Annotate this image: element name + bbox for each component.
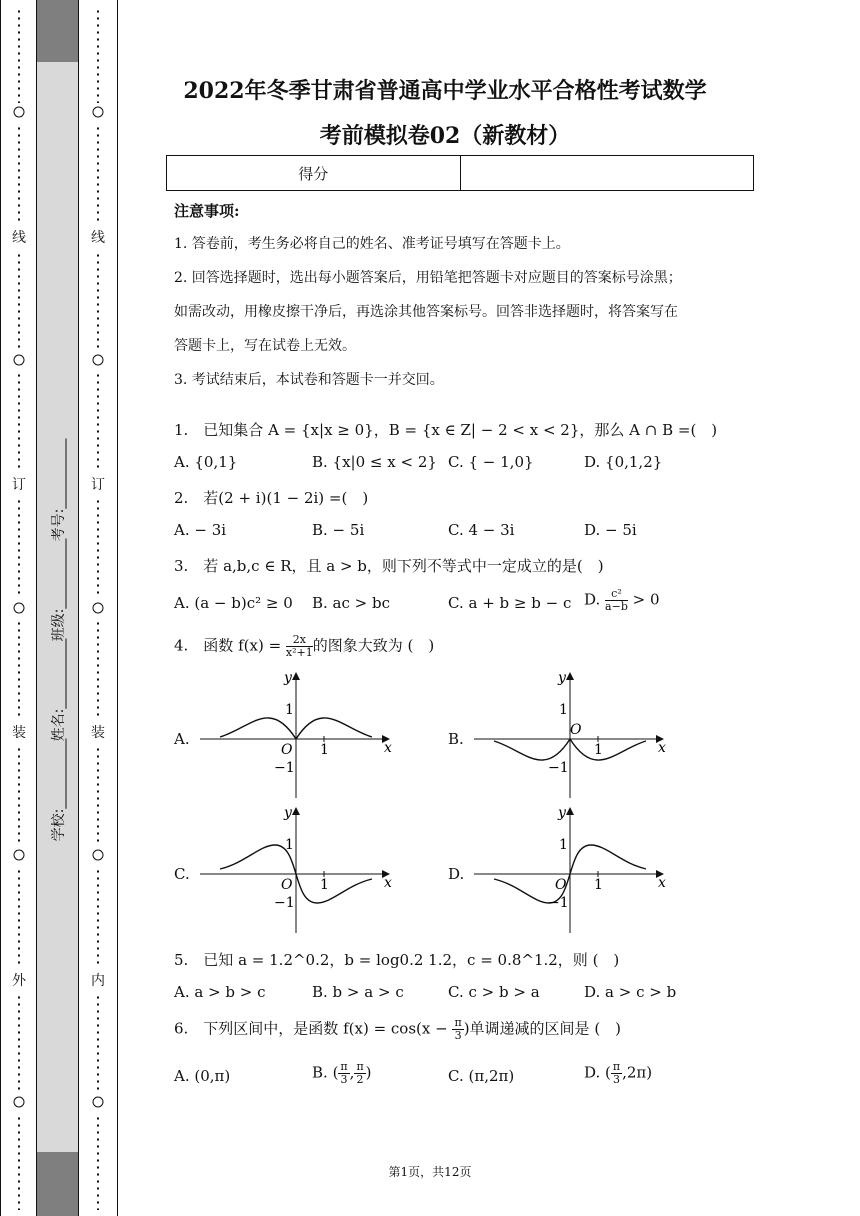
binding-circle: [14, 850, 25, 861]
binding-inner-column: [78, 0, 118, 1216]
binding-label-inside: 内: [91, 973, 105, 989]
score-table: [166, 155, 754, 191]
q5-option-c[interactable]: C. c > b > a: [448, 983, 540, 1001]
q4-option-b[interactable]: B.: [448, 730, 464, 748]
x-axis-label: x: [658, 740, 666, 756]
binding-label-install: 装: [12, 725, 26, 741]
dotted-line: [97, 8, 99, 103]
dotted-line: [97, 994, 99, 1092]
notice-item: 2. 回答选择题时，选出每小题答案后，用铅笔把答题卡对应题目的答案标号涂黑；: [174, 270, 682, 286]
x-tick-label: 1: [594, 742, 603, 758]
q3-option-c[interactable]: C. a + b ≥ b − c: [448, 594, 572, 612]
q3-option-d[interactable]: [584, 588, 660, 613]
notice-item: 3. 考试结束后，本试卷和答题卡一并交回。: [174, 372, 444, 388]
q6-option-c[interactable]: C. (π,2π): [448, 1067, 515, 1085]
school-field: 学校:__________: [51, 738, 67, 842]
y-tick-label: 1: [559, 702, 568, 718]
q2-option-b[interactable]: B. − 5i: [312, 521, 365, 539]
y-tick-label: −1: [548, 760, 569, 776]
binding-label-line: 线: [91, 230, 105, 246]
question-3-stem: 3. 若 a,b,c ∈ R，且 a > b，则下列不等式中一定成立的是( ): [174, 557, 604, 575]
dotted-line: [18, 252, 20, 350]
q2-option-d[interactable]: D. − 5i: [584, 521, 637, 539]
question-4-stem: 4. 函数 f(x) = $\frac{2x}{\text{x²+1}}$ 的图象大致为 ( ): [174, 633, 435, 659]
origin-label: O: [281, 877, 293, 893]
q6-pi-over-3: $\frac{\pi}{3}$: [454, 1016, 462, 1042]
score-label: 得分: [167, 156, 461, 191]
score-value[interactable]: [460, 156, 754, 191]
notice-item: 1. 答卷前，考生务必将自己的姓名、准考证号填写在答题卡上。: [174, 236, 570, 252]
binding-circle: [14, 355, 25, 366]
dotted-line: [18, 620, 20, 720]
q3-option-a[interactable]: A. (a − b)c² ≥ 0: [174, 594, 293, 612]
dotted-line: [18, 372, 20, 472]
q4-function-fraction: $\frac{2x}{\text{x²+1}}$: [285, 633, 313, 659]
binding-label-install: 装: [91, 725, 105, 741]
name-field: 姓名:__________: [51, 638, 67, 742]
binding-info-column: [36, 0, 80, 1216]
q4-option-a[interactable]: A.: [174, 730, 190, 748]
y-tick-label: 1: [559, 837, 568, 853]
binding-circle: [93, 850, 104, 861]
y-axis-label: y: [558, 805, 566, 821]
dotted-line: [18, 868, 20, 968]
y-axis-label: y: [284, 805, 292, 821]
question-2-stem: 2. 若(2 + i)(1 − 2i) =( ): [174, 489, 369, 507]
q1-option-a[interactable]: A. {0,1}: [174, 453, 238, 471]
x-tick-label: 1: [594, 877, 603, 893]
q1-option-c[interactable]: C. { − 1,0}: [448, 453, 534, 471]
q1-option-d[interactable]: D. {0,1,2}: [584, 453, 663, 471]
q4-graph-a: [200, 668, 400, 800]
dotted-line: [97, 498, 99, 598]
dotted-line: [18, 125, 20, 225]
binding-label-order: 订: [12, 477, 26, 493]
y-tick-label: −1: [274, 760, 295, 776]
q3-option-d-tail: > 0: [632, 590, 660, 609]
dotted-line: [97, 868, 99, 968]
y-axis-label: y: [284, 670, 292, 686]
binding-cap-top: [37, 0, 79, 62]
binding-label-order: 订: [91, 477, 105, 493]
q5-option-b[interactable]: B. b > a > c: [312, 983, 404, 1001]
dotted-line: [18, 8, 20, 103]
q6-option-d[interactable]: D. ( $\frac{\pi}{3}$ ,2π): [584, 1060, 653, 1086]
exam-number-field: 考号:__________: [51, 438, 67, 542]
q4-option-d[interactable]: D.: [448, 865, 465, 883]
binding-circle: [93, 603, 104, 614]
q4-graph-d: [474, 803, 674, 935]
dotted-line: [97, 620, 99, 720]
q2-option-c[interactable]: C. 4 − 3i: [448, 521, 515, 539]
dotted-line: [97, 372, 99, 472]
binding-label-outside: 外: [12, 973, 26, 989]
dotted-line: [97, 252, 99, 350]
x-axis-label: x: [658, 875, 666, 891]
binding-circle: [14, 1097, 25, 1108]
binding-circle: [14, 603, 25, 614]
q4-graph-c: [200, 803, 400, 935]
q4-graph-b: [474, 668, 674, 800]
binding-circle: [93, 1097, 104, 1108]
q5-option-a[interactable]: A. a > b > c: [174, 983, 266, 1001]
dotted-line: [18, 994, 20, 1092]
dotted-line: [97, 125, 99, 225]
binding-circle: [14, 107, 25, 118]
x-axis-label: x: [384, 875, 392, 891]
q3-option-d-label: D.: [584, 590, 601, 609]
page-title-line2: 考前模拟卷02（新教材）: [319, 123, 571, 149]
notice-item: 答题卡上，写在试卷上无效。: [174, 338, 356, 354]
q3-option-b[interactable]: B. ac > bc: [312, 594, 391, 612]
q5-option-d[interactable]: D. a > c > b: [584, 983, 677, 1001]
binding-label-line: 线: [12, 230, 26, 246]
notice-heading: 注意事项:: [174, 202, 240, 220]
y-tick-label: 1: [285, 837, 294, 853]
x-axis-label: x: [384, 740, 392, 756]
origin-label: O: [281, 742, 293, 758]
question-6-stem: 6. 下列区间中，是函数 f(x) = cos(x − $\frac{\pi}{3}$ )单调递减的区间是 ( ): [174, 1016, 622, 1042]
question-1-stem: 1. 已知集合 A = {x|x ≥ 0}，B = {x ∈ Z| − 2 < x < 2}，那么 A ∩ B =( ): [174, 421, 718, 439]
binding-cap-bottom: [37, 1152, 79, 1216]
y-tick-label: −1: [548, 895, 569, 911]
dotted-line: [18, 498, 20, 598]
binding-circle: [93, 355, 104, 366]
dotted-line: [18, 746, 20, 846]
question-5-stem: 5. 已知 a = 1.2^0.2，b = log0.2 1.2，c = 0.8^1.2，则 ( ): [174, 951, 620, 969]
q6-option-b[interactable]: B. ( $\frac{\pi}{3}$ , $\frac{\pi}{2}$ ): [312, 1060, 372, 1086]
q6-option-a[interactable]: A. (0,π): [174, 1067, 231, 1085]
q1-option-b[interactable]: B. {x|0 ≤ x < 2}: [312, 453, 437, 471]
q2-option-a[interactable]: A. − 3i: [174, 521, 227, 539]
class-field: 班级:__________: [51, 538, 67, 642]
y-axis-label: y: [558, 670, 566, 686]
y-tick-label: −1: [274, 895, 295, 911]
origin-label: O: [555, 877, 567, 893]
origin-label: O: [570, 722, 582, 738]
page-title-line1: 2022年冬季甘肃省普通高中学业水平合格性考试数学: [183, 78, 707, 104]
q4-option-c[interactable]: C.: [174, 865, 190, 883]
page-footer: 第1页，共12页: [388, 1165, 472, 1179]
q3-option-d-fraction: $\frac{\text{c²}}{a-b}$: [605, 587, 628, 613]
dotted-line: [97, 746, 99, 846]
binding-circle: [93, 107, 104, 118]
y-tick-label: 1: [285, 702, 294, 718]
x-tick-label: 1: [320, 742, 329, 758]
x-tick-label: 1: [320, 877, 329, 893]
notice-item: 如需改动，用橡皮擦干净后，再选涂其他答案标号。回答非选择题时，将答案写在: [174, 304, 678, 320]
binding-outer-column: [0, 0, 38, 1216]
